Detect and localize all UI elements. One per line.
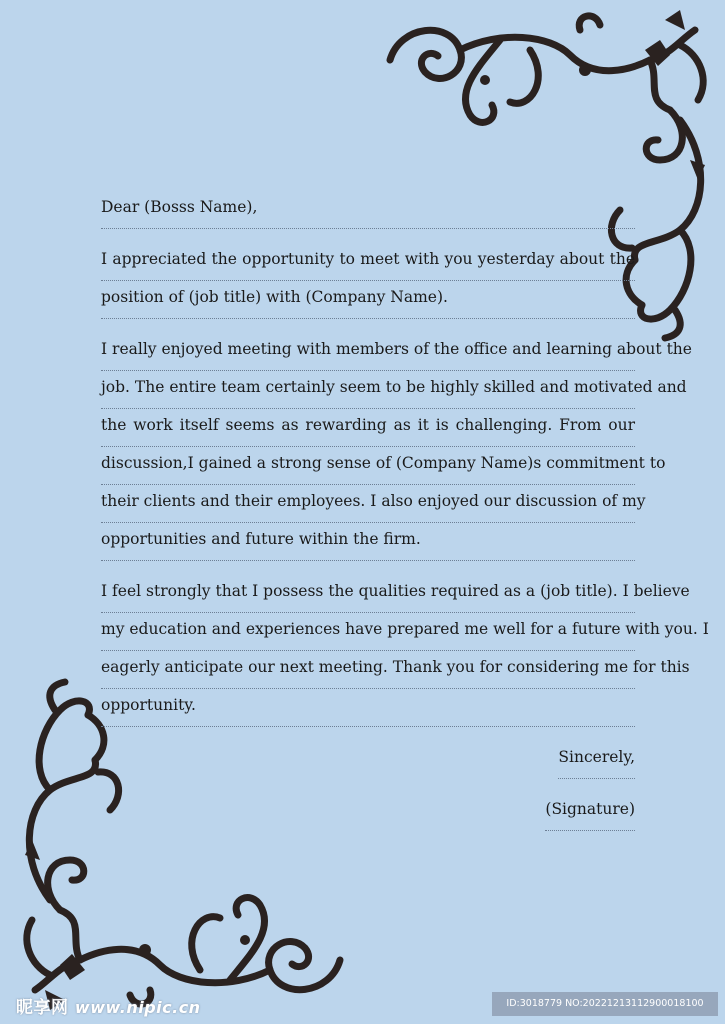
text-line: eagerly anticipate our next meeting. Thank you for considering me for this bbox=[101, 651, 635, 689]
watermark-brand: 昵享网 bbox=[16, 998, 69, 1018]
text-line: job. The entire team certainly seem to be highly skilled and motivated and bbox=[101, 371, 635, 409]
closing-block bbox=[101, 741, 635, 831]
text-line: the work itself seems as rewarding as it is challenging. From our bbox=[101, 409, 635, 447]
signature: (Signature) bbox=[545, 793, 635, 831]
closing: Sincerely, bbox=[558, 741, 635, 779]
paragraph bbox=[101, 243, 635, 319]
letter-body bbox=[101, 191, 709, 831]
salutation: Dear (Bosss Name), bbox=[101, 191, 635, 229]
image-id-strip: ID:3018779 NO:20221213112900018100 bbox=[492, 992, 718, 1016]
text-line: I feel strongly that I possess the qualities required as a (job title). I believe bbox=[101, 575, 635, 613]
text-line: I really enjoyed meeting with members of the office and learning about the bbox=[101, 333, 635, 371]
text-line: opportunity. bbox=[101, 689, 635, 727]
text-line: I appreciated the opportunity to meet with you yesterday about the bbox=[101, 243, 635, 281]
text-line: opportunities and future within the firm. bbox=[101, 523, 635, 561]
text-line: my education and experiences have prepared me well for a future with you. I bbox=[101, 613, 635, 651]
watermark-url: www.nipic.cn bbox=[74, 998, 201, 1017]
text-line: their clients and their employees. I also enjoyed our discussion of my bbox=[101, 485, 635, 523]
text-line: discussion,I gained a strong sense of (Company Name)s commitment to bbox=[101, 447, 635, 485]
paragraph bbox=[101, 333, 692, 561]
paragraph bbox=[101, 575, 709, 727]
watermark bbox=[16, 993, 201, 1018]
text-line: position of (job title) with (Company Name). bbox=[101, 281, 635, 319]
